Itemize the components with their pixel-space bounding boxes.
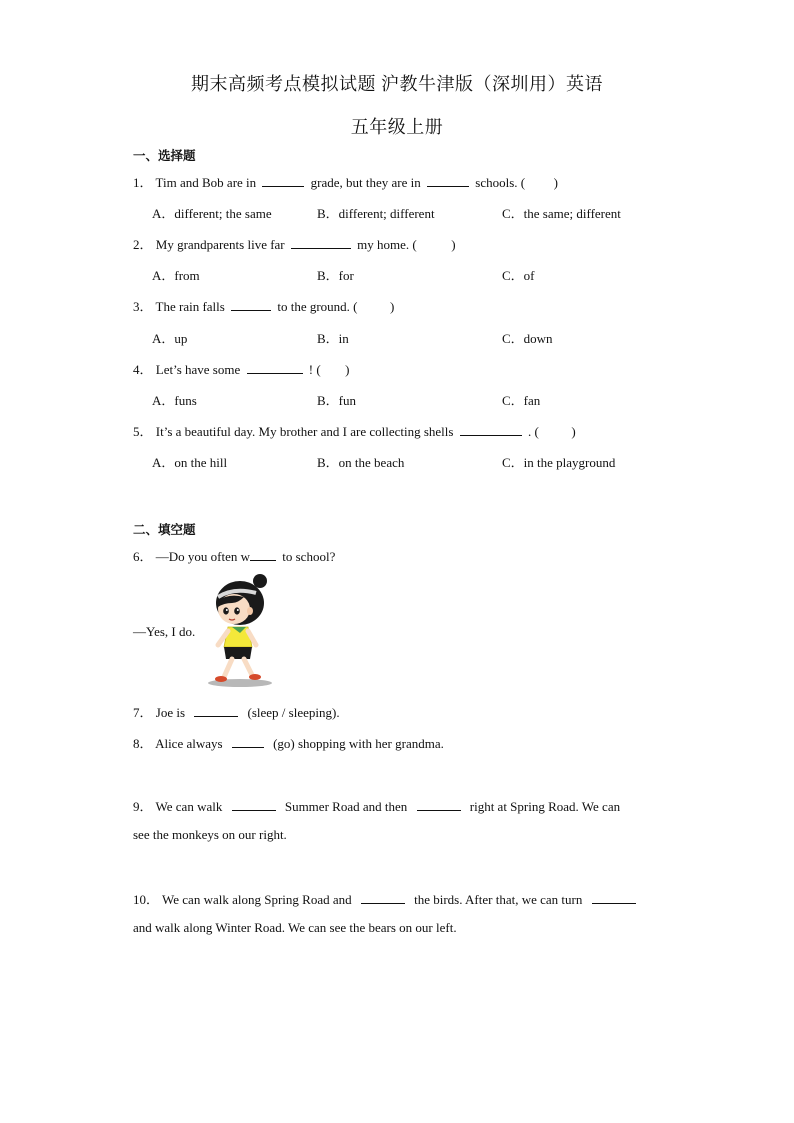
question-1	[133, 172, 558, 191]
question-text: My grandparents live far	[155, 237, 285, 252]
question-text: grade, but they are in	[310, 175, 421, 190]
question-text: Summer Road and then	[284, 799, 408, 814]
question-text: to the ground. (	[277, 299, 358, 314]
question-10-continuation: and walk along Winter Road. We can see the bears on our left.	[133, 920, 457, 935]
question-text: The rain falls	[155, 299, 225, 314]
answer-blank[interactable]	[194, 704, 238, 717]
answer-blank[interactable]	[460, 423, 522, 436]
section-heading-choice: 一、选择题	[133, 148, 196, 163]
question-10	[133, 889, 642, 908]
question-text: (sleep / sleeping).	[247, 705, 340, 720]
option-b[interactable]: B．fun	[317, 393, 357, 408]
question-number: 3．	[133, 299, 153, 314]
question-text: my home. (	[357, 237, 417, 252]
question-text: We can walk	[155, 799, 223, 814]
question-number: 1．	[133, 175, 153, 190]
answer-blank[interactable]	[262, 174, 304, 187]
walking-girl-illustration	[204, 573, 276, 689]
question-text: —Do you often w	[155, 549, 251, 564]
question-text: We can walk along Spring Road and	[162, 892, 352, 907]
question-text: Let’s have some	[155, 362, 241, 377]
question-9	[133, 796, 620, 815]
option-c[interactable]: C．down	[502, 331, 553, 346]
question-3	[133, 296, 394, 315]
option-a[interactable]: A．from	[152, 268, 200, 283]
question-7	[133, 702, 340, 721]
answer-blank[interactable]	[247, 361, 303, 374]
question-text: It’s a beautiful day. My brother and I are collecting shells	[155, 424, 454, 439]
question-6	[133, 546, 335, 565]
question-text: . (	[527, 424, 539, 439]
page-subtitle: 五年级上册	[350, 117, 444, 137]
option-a[interactable]: A．funs	[152, 393, 197, 408]
answer-blank[interactable]	[361, 891, 405, 904]
page-title: 期末高频考点模拟试题 沪教牛津版（深圳用）英语	[191, 74, 603, 94]
question-text: )	[451, 237, 456, 252]
question-8	[133, 733, 444, 752]
dialogue-answer: —Yes, I do.	[133, 624, 196, 639]
question-number: 8．	[133, 736, 153, 751]
option-c[interactable]: C．in the playground	[502, 455, 616, 470]
answer-blank[interactable]	[291, 236, 351, 249]
answer-blank[interactable]	[231, 298, 271, 311]
option-c[interactable]: C．of	[502, 268, 535, 283]
answer-blank[interactable]	[417, 798, 461, 811]
question-number: 7．	[133, 705, 153, 720]
question-text: )	[571, 424, 576, 439]
option-b[interactable]: B．for	[317, 268, 354, 283]
section-heading-fill: 二、填空题	[133, 522, 196, 537]
question-2	[133, 234, 456, 253]
question-5	[133, 421, 576, 440]
question-4	[133, 359, 350, 378]
answer-blank[interactable]	[592, 891, 636, 904]
question-number: 5．	[133, 424, 153, 439]
question-text: the birds. After that, we can turn	[414, 892, 583, 907]
question-text: Joe is	[155, 705, 186, 720]
option-a[interactable]: A．different; the same	[152, 206, 272, 221]
question-text: ! (	[308, 362, 321, 377]
answer-blank[interactable]	[250, 548, 276, 561]
option-a[interactable]: A．up	[152, 331, 188, 346]
question-number: 4．	[133, 362, 153, 377]
option-c[interactable]: C．fan	[502, 393, 541, 408]
option-a[interactable]: A．on the hill	[152, 455, 228, 470]
answer-blank[interactable]	[232, 798, 276, 811]
question-number: 10．	[133, 892, 160, 907]
option-c[interactable]: C．the same; different	[502, 206, 621, 221]
question-text: )	[345, 362, 350, 377]
option-b[interactable]: B．different; different	[317, 206, 435, 221]
answer-blank[interactable]	[232, 735, 264, 748]
question-number: 6．	[133, 549, 153, 564]
question-number: 2．	[133, 237, 153, 252]
answer-blank[interactable]	[427, 174, 469, 187]
question-text: )	[553, 175, 558, 190]
question-text: Alice always	[155, 736, 223, 751]
option-b[interactable]: B．in	[317, 331, 349, 346]
question-9-continuation: see the monkeys on our right.	[133, 827, 287, 842]
question-text: schools. (	[475, 175, 526, 190]
question-text: right at Spring Road. We can	[469, 799, 621, 814]
question-text: Tim and Bob are in	[155, 175, 257, 190]
question-text: to school?	[282, 549, 336, 564]
question-text: )	[390, 299, 395, 314]
question-text: (go) shopping with her grandma.	[273, 736, 444, 751]
option-b[interactable]: B．on the beach	[317, 455, 405, 470]
question-number: 9．	[133, 799, 153, 814]
